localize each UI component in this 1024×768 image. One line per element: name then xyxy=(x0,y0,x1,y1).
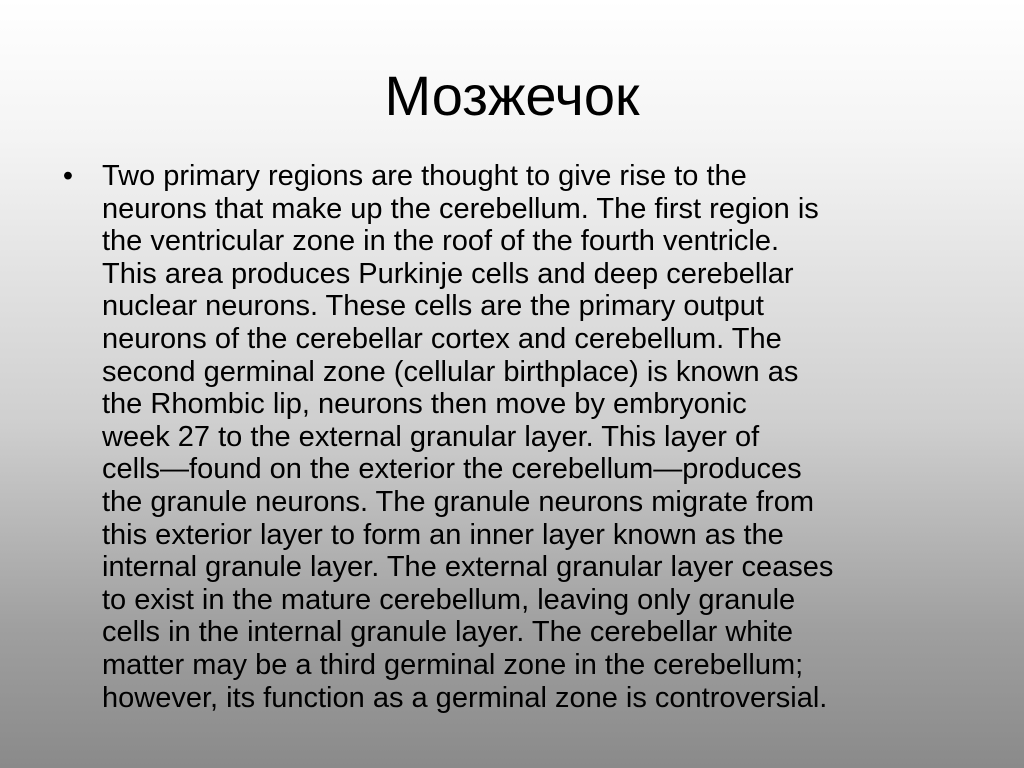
paragraph-line: internal granule layer. The external granular layer ceases xyxy=(102,551,834,584)
paragraph-line: Two primary regions are thought to give rise to the xyxy=(102,160,747,192)
paragraph-line: however, its function as a germinal zone is controversial. xyxy=(102,681,828,714)
paragraph-line: neurons that make up the cerebellum. The first region is xyxy=(102,192,819,225)
paragraph-line: This area produces Purkinje cells and deep cerebellar xyxy=(102,257,794,290)
paragraph-line: cells—found on the exterior the cerebellum—produces xyxy=(102,453,802,486)
paragraph-line: neurons of the cerebellar cortex and cerebellum. The xyxy=(102,322,782,355)
bullet-list xyxy=(58,160,978,714)
bullet-item xyxy=(58,160,978,714)
paragraph-line: second germinal zone (cellular birthplace) is known as xyxy=(102,355,799,388)
slide-title: Мозжечок xyxy=(384,64,640,127)
paragraph-line: the granule neurons. The granule neurons migrate from xyxy=(102,485,815,518)
paragraph-line: cells in the internal granule layer. The cerebellar white xyxy=(102,616,794,649)
paragraph-line: the ventricular zone in the roof of the fourth ventricle. xyxy=(102,225,780,258)
paragraph-line: nuclear neurons. These cells are the primary output xyxy=(102,290,764,323)
paragraph-line: week 27 to the external granular layer. This layer of xyxy=(102,420,760,453)
bullet-icon: • xyxy=(62,160,74,192)
paragraph-line: this exterior layer to form an inner layer known as the xyxy=(102,518,784,551)
paragraph-line: to exist in the mature cerebellum, leaving only granule xyxy=(102,583,796,616)
paragraph-line: the Rhombic lip, neurons then move by embryonic xyxy=(102,388,747,421)
paragraph-line: matter may be a third germinal zone in the cerebellum; xyxy=(102,648,804,681)
